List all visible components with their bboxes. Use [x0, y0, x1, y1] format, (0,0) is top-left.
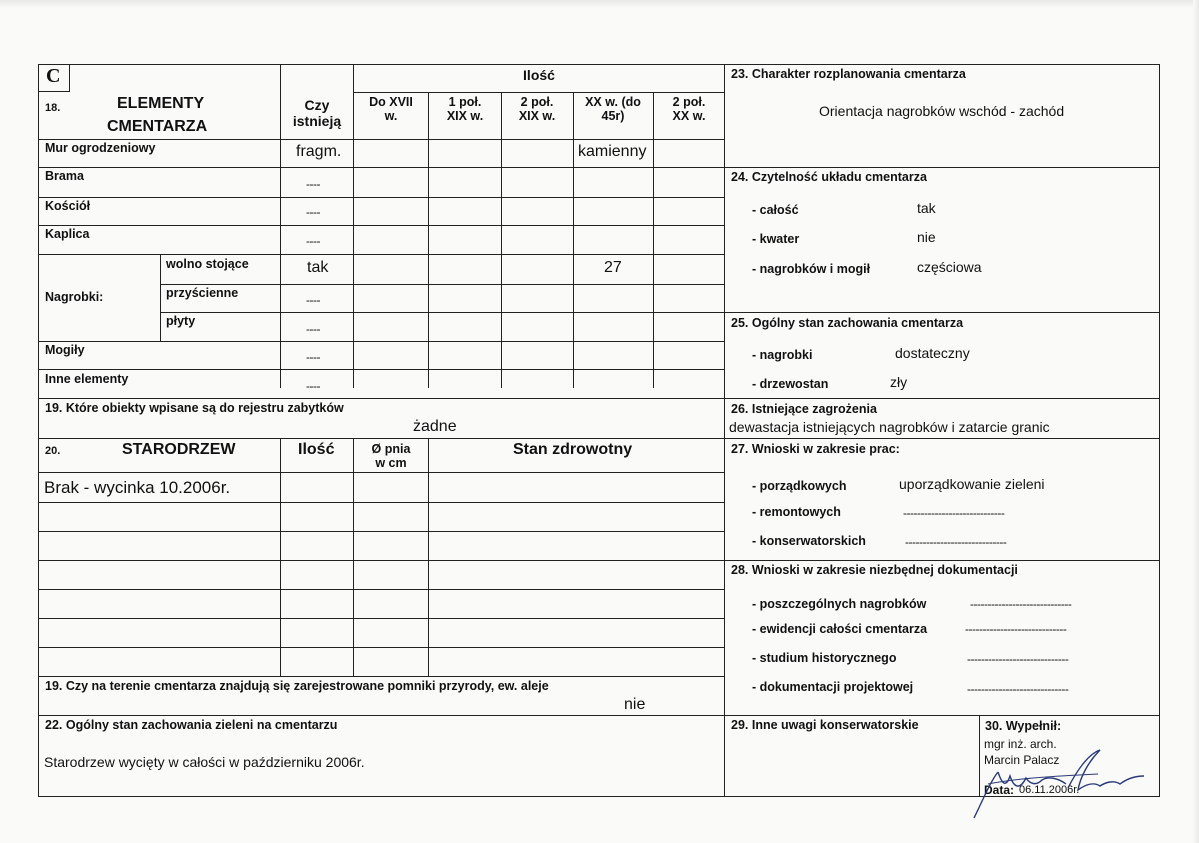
trees-qty-header: Ilość — [298, 441, 335, 458]
work-item-1-label: - porządkowych — [752, 479, 847, 493]
readability-label: 24. Czytelność układu cmentarza — [731, 170, 927, 184]
filled-by-label: 30. Wypełnił: — [985, 719, 1062, 733]
period-header-1: Do XVII w. — [369, 95, 413, 123]
filled-by-title: mgr inż. arch. — [984, 737, 1057, 751]
readability-item-3-value: częściowa — [917, 259, 982, 275]
documentation-item-3-value: ----------------------------- — [967, 652, 1069, 666]
readability-item-2-value: nie — [917, 229, 936, 245]
work-item-2-value: ----------------------------- — [903, 506, 1005, 520]
documentation-item-3-label: - studium historycznego — [752, 651, 897, 665]
quantity-header: Ilość — [523, 67, 555, 83]
row-gate-label: Brama — [45, 169, 84, 183]
elements-title-1: ELEMENTY — [117, 95, 205, 112]
row-church-exists: ---- — [306, 205, 320, 219]
row-chapel-label: Kaplica — [45, 227, 90, 241]
documentation-label: 28. Wnioski w zakresie niezbędnej dokumentacji — [731, 563, 1018, 577]
documentation-item-4-label: - dokumentacji projektowej — [752, 680, 914, 694]
greenery-value: Starodrzew wycięty w całości w październiku 2006r. — [44, 754, 365, 770]
work-item-3-label: - konserwatorskich — [752, 534, 866, 548]
work-item-2-label: - remontowych — [752, 505, 841, 519]
preservation-item-1-value: dostateczny — [895, 345, 970, 361]
row-wall-mounted-exists: ---- — [306, 293, 320, 307]
period-header-2: 1 poł. XIX w. — [446, 95, 484, 123]
preservation-item-2-label: - drzewostan — [752, 377, 829, 391]
readability-item-2-label: - kwater — [752, 232, 800, 246]
layout-char-label: 23. Charakter rozplanowania cmentarza — [731, 67, 966, 81]
filled-by-name: Marcin Palacz — [984, 753, 1060, 767]
row-wall-label: Mur ogrodzeniowy — [45, 141, 156, 155]
preservation-item-1-label: - nagrobki — [752, 348, 813, 362]
documentation-item-2-label: - ewidencji całości cmentarza — [752, 622, 928, 636]
exists-header: Czy istnieją — [292, 97, 342, 129]
registry-label: 19. Które obiekty wpisane są do rejestru zabytków — [45, 401, 344, 415]
threats-label: 26. Istniejące zagrożenia — [731, 402, 877, 416]
trees-diameter-header-1: Ø pnia — [371, 442, 411, 456]
readability-item-1-label: - całość — [752, 203, 799, 217]
elements-number: 18. — [45, 102, 61, 114]
registry-value: żadne — [413, 418, 457, 435]
period-header-5: 2 poł. XX w. — [672, 95, 706, 123]
row-church-label: Kościół — [45, 199, 91, 213]
trees-diameter-header-2: w cm — [375, 456, 407, 470]
row-other-label: Inne elementy — [45, 372, 129, 386]
row-free-standing-label: wolno stojące — [166, 257, 249, 271]
row-wall-exists: fragm. — [296, 143, 342, 160]
trees-health-header: Stan zdrowotny — [513, 441, 633, 458]
period-header-3: 2 poł. XIX w. — [518, 95, 556, 123]
period-header-4: XX w. (do 45r) — [585, 95, 641, 123]
row-mounds-exists: ---- — [306, 350, 320, 364]
row-wall-xx: kamienny — [578, 143, 647, 160]
documentation-item-2-value: ----------------------------- — [965, 622, 1067, 636]
row-wall-mounted-label: przyścienne — [166, 286, 239, 300]
row-gate-exists: ---- — [306, 177, 320, 191]
row-slabs-label: płyty — [166, 314, 196, 328]
monuments-label: 19. Czy na terenie cmentarza znajdują się zarejestrowane pomniki przyrody, ew. aleje — [45, 679, 549, 693]
greenery-label: 22. Ogólny stan zachowania zieleni na cmentarzu — [45, 718, 338, 732]
work-item-1-value: uporządkowanie zieleni — [899, 476, 1045, 492]
filled-by-date-value: 06.11.2006r. — [1019, 784, 1080, 796]
row-slabs-exists: ---- — [306, 322, 320, 336]
elements-title-2: CMENTARZA — [107, 118, 208, 135]
row-chapel-exists: ---- — [306, 234, 320, 248]
readability-item-3-label: - nagrobków i mogił — [752, 262, 871, 276]
monuments-value: nie — [624, 696, 646, 713]
row-other-exists: ---- — [306, 379, 320, 393]
row-mounds-label: Mogiły — [45, 343, 85, 357]
signature — [968, 732, 1148, 822]
readability-item-1-value: tak — [917, 200, 936, 216]
documentation-item-4-value: ----------------------------- — [967, 682, 1069, 696]
work-item-3-value: ----------------------------- — [905, 535, 1007, 549]
documentation-item-1-value: ----------------------------- — [970, 597, 1072, 611]
row-free-standing-xx: 27 — [604, 259, 622, 276]
row-free-standing-exists: tak — [307, 259, 329, 276]
threats-value: dewastacja istniejących nagrobków i zatarcie granic — [729, 419, 1050, 435]
documentation-item-1-label: - poszczególnych nagrobków — [752, 597, 927, 611]
preservation-label: 25. Ogólny stan zachowania cmentarza — [731, 316, 964, 330]
preservation-item-2-value: zły — [890, 374, 908, 390]
trees-title: STARODRZEW — [122, 441, 236, 458]
work-label: 27. Wnioski w zakresie prac: — [731, 442, 900, 456]
remarks-label: 29. Inne uwagi konserwatorskie — [731, 718, 919, 732]
trees-number: 20. — [45, 445, 61, 457]
filled-by-date-label: Data: — [984, 783, 1015, 797]
graves-label: Nagrobki: — [45, 290, 104, 304]
trees-first-row: Brak - wycinka 10.2006r. — [44, 478, 231, 497]
layout-char-value: Orientacja nagrobków wschód - zachód — [819, 103, 1065, 119]
section-letter: C — [46, 65, 61, 87]
